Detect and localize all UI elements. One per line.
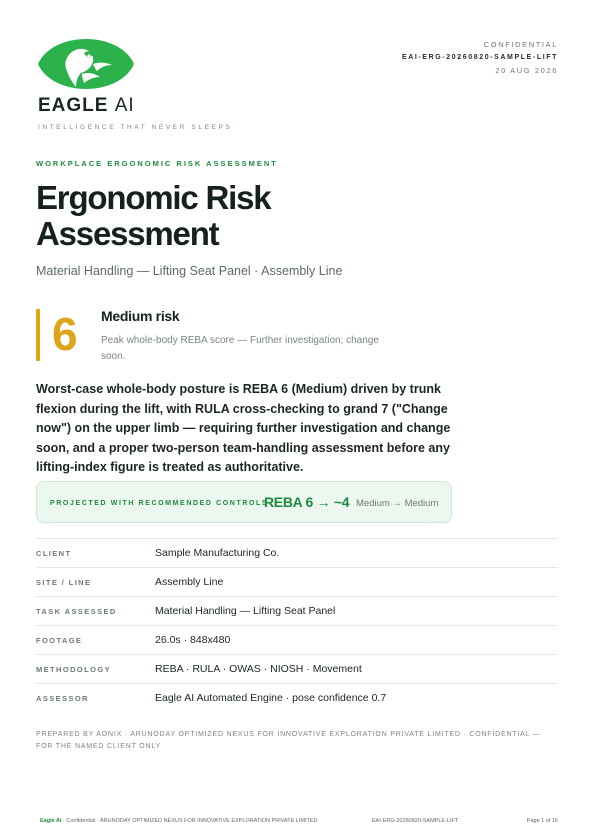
prepared-by-note: PREPARED BY AONIX · ARUNODAY OPTIMIZED NEXUS FOR INNOVATIVE EXPLORATION PRIVATE LIMITED · CONFIDENTIAL — FOR THE NAMED CLIENT ONLY — [36, 731, 541, 750]
document-id: EAI-ERG-20260820-SAMPLE-LIFT — [401, 54, 558, 61]
projection-level: Medium → Medium — [356, 498, 439, 509]
projection-score: REBA 6 → ~4 — [264, 494, 350, 510]
info-value: Assembly Line — [155, 576, 224, 588]
info-value: 26.0s · 848x480 — [155, 634, 231, 646]
info-row — [36, 683, 558, 712]
report-kicker: WORKPLACE ERGONOMIC RISK ASSESSMENT — [36, 159, 278, 168]
info-value: Eagle AI Automated Engine · pose confidence 0.7 — [155, 692, 387, 704]
info-value: Sample Manufacturing Co. — [155, 547, 280, 559]
footer-left — [40, 818, 318, 824]
info-row — [36, 654, 558, 683]
risk-score: 6 — [52, 308, 78, 360]
risk-accent-bar — [36, 309, 40, 361]
brand-tagline: INTELLIGENCE THAT NEVER SLEEPS — [38, 124, 233, 131]
report-title: Ergonomic Risk Assessment — [36, 179, 271, 252]
classification-label: CONFIDENTIAL — [483, 40, 558, 49]
footer-doc-id: EAI-ERG-20260820-SAMPLE-LIFT — [372, 818, 459, 824]
projection-label: PROJECTED WITH RECOMMENDED CONTROLS — [50, 500, 269, 507]
info-key: TASK ASSESSED — [36, 607, 117, 616]
footer-brand: Eagle AI — [40, 818, 62, 824]
assessment-info-table — [36, 538, 558, 712]
risk-description: Peak whole-body REBA score — Further investigation; change soon. — [101, 335, 379, 362]
footer-company: · Confidential · ARUNODAY OPTIMIZED NEXUS FOR INNOVATIVE EXPLORATION PRIVATE LIMITED — [63, 818, 318, 824]
document-meta — [402, 38, 558, 77]
info-row — [36, 567, 558, 596]
report-subtitle: Material Handling — Lifting Seat Panel · Assembly Line — [36, 264, 343, 278]
info-row — [36, 538, 558, 567]
info-key: SITE / LINE — [36, 578, 92, 587]
info-key: ASSESSOR — [36, 694, 89, 703]
brand-name: EAGLE AI — [38, 95, 135, 116]
info-key: FOOTAGE — [36, 636, 83, 645]
info-key: CLIENT — [36, 549, 72, 558]
info-value: REBA · RULA · OWAS · NIOSH · Movement — [155, 663, 362, 675]
info-row — [36, 625, 558, 654]
executive-summary: Worst-case whole-body posture is REBA 6 (Medium) driven by trunk flexion during the lift, with RULA cross-checking to grand 7 ("Change now") on the upper limb — requiring further investigation and change soon, and a proper two-person team-handling assessment before any lifting-index figure is treated as authoritative. — [36, 382, 451, 474]
info-row — [36, 596, 558, 625]
footer-page-number: Page 1 of 16 — [526, 818, 558, 824]
info-key: METHODOLOGY — [36, 665, 111, 674]
eagle-logo-icon — [36, 38, 136, 90]
info-value: Material Handling — Lifting Seat Panel — [155, 605, 336, 617]
document-date: 20 AUG 2026 — [495, 66, 558, 75]
risk-level: Medium risk — [101, 308, 180, 324]
projection-card — [36, 481, 452, 523]
